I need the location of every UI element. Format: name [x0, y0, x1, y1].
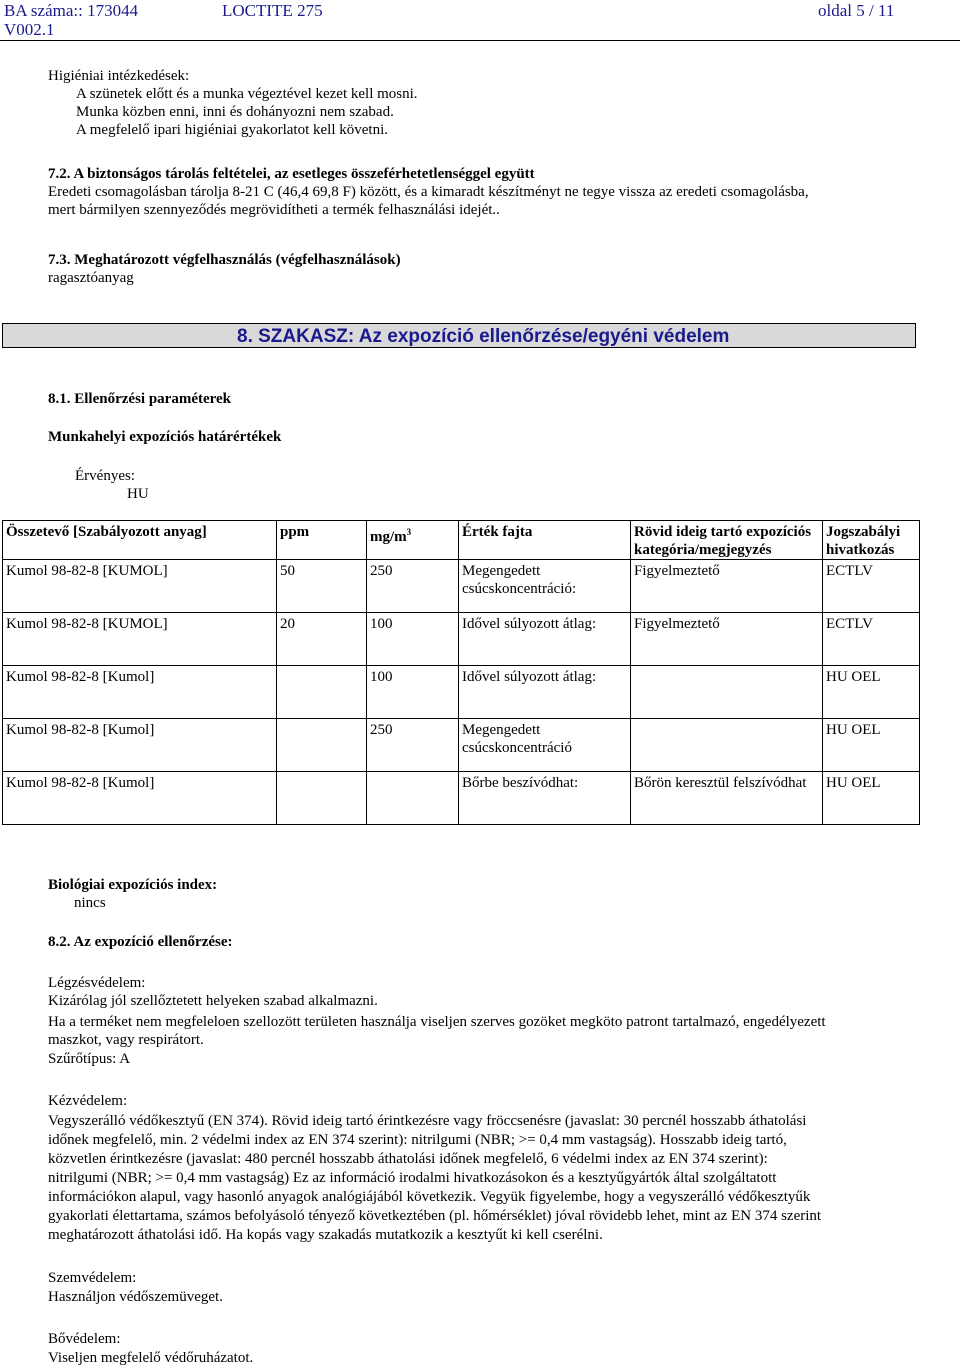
- column-header: [367, 521, 459, 560]
- section-7-2-heading: 7.2. A biztonságos tárolás feltételei, az esetleges összeférhetetlenséggel együtt: [48, 166, 535, 182]
- skin-protection-title: Bővédelem:: [48, 1331, 121, 1347]
- hand-protection-text: nitrilgumi (NBR; >= 0,4 mm vastagság) Ez az információ irodalmi hivatkozásokon és a kesztyűgyártók által szolgáltatott: [48, 1170, 777, 1186]
- bio-index-value: nincs: [74, 895, 106, 911]
- bio-index-heading: Biológiai expozíciós index:: [48, 877, 218, 893]
- header-rule: [0, 40, 960, 41]
- column-header: Érték fajta: [459, 521, 631, 560]
- hygiene-title: Higiéniai intézkedések:: [48, 68, 190, 84]
- hygiene-line: A szünetek előtt és a munka végeztével kezet kell mosni.: [76, 86, 418, 102]
- end-use-text: ragasztóanyag: [48, 270, 134, 286]
- section-8-title: 8. SZAKASZ: Az expozíció ellenőrzése/egyéni védelem: [237, 326, 730, 347]
- column-header: ppm: [277, 521, 367, 560]
- hand-protection-text: időnek megfelelő, min. 2 védelmi index az EN 374 szerint): nitrilgumi (NBR; >= 0,4 mm vastagság). Hosszabb ideig tartó,: [48, 1132, 787, 1148]
- eye-protection-title: Szemvédelem:: [48, 1270, 137, 1286]
- table-cell: Kumol 98-82-8 [KUMOL]: [3, 613, 277, 666]
- table-cell: Figyelmeztető: [631, 613, 823, 666]
- hygiene-line: Munka közben enni, inni és dohányozni nem szabad.: [76, 104, 394, 120]
- section-8-1-heading: 8.1. Ellenőrzési paraméterek: [48, 391, 232, 407]
- table-cell: 250: [367, 719, 459, 772]
- hand-protection-text: Vegyszerálló védőkesztyű (EN 374). Rövid ideig tartó érintkezésre vagy fröccsenésre (javaslat: 30 percnél hosszabb áthatolási: [48, 1113, 807, 1129]
- eye-protection-text: Használjon védőszemüveget.: [48, 1289, 223, 1305]
- table-cell: Figyelmeztető: [631, 560, 823, 613]
- table-cell: ECTLV: [823, 613, 920, 666]
- table-cell: Kumol 98-82-8 [Kumol]: [3, 772, 277, 825]
- hand-protection-text: meghatározott áthatolási idő. Ha kopás vagy szakadás mutatkozik a kesztyűt ki kell cserélni.: [48, 1227, 603, 1243]
- table-cell: [277, 719, 367, 772]
- table-cell: 250: [367, 560, 459, 613]
- respiratory-text: Kizárólag jól szellőztetett helyeken szabad alkalmazni.: [48, 993, 378, 1009]
- table-cell: Bőrön keresztül felszívódhat: [631, 772, 823, 825]
- valid-value: HU: [127, 486, 149, 502]
- table-header-row: [3, 521, 920, 560]
- table-cell: Kumol 98-82-8 [Kumol]: [3, 719, 277, 772]
- hand-protection-text: információkon alapul, vagy hasonló anyagok analógiájából következik. Vegyük figyelembe, hogy a vegyszerálló védőkesztyűk: [48, 1189, 811, 1205]
- table-cell: Kumol 98-82-8 [Kumol]: [3, 666, 277, 719]
- page-number: oldal 5 / 11: [818, 1, 895, 20]
- product-name: LOCTITE 275: [222, 1, 323, 20]
- respiratory-text: maszkot, vagy respirátort.: [48, 1032, 204, 1048]
- filter-type: Szűrőtípus: A: [48, 1051, 131, 1067]
- table-cell: ECTLV: [823, 560, 920, 613]
- table-cell: HU OEL: [823, 719, 920, 772]
- table-cell: 100: [367, 666, 459, 719]
- table-cell: [277, 666, 367, 719]
- column-header: Rövid ideig tartó expozíciós kategória/megjegyzés: [631, 521, 823, 560]
- section-8-banner: [2, 323, 916, 348]
- storage-text: Eredeti csomagolásban tárolja 8-21 C (46,4 69,8 F) között, és a kimaradt készítményt ne tegye vissza az eredeti csomagolásba,: [48, 184, 809, 200]
- section-8-2-heading: 8.2. Az expozíció ellenőrzése:: [48, 934, 233, 950]
- table-row: [3, 719, 920, 772]
- table-cell: Megengedett csúcskoncentráció: [459, 719, 631, 772]
- column-header-text: mg/m: [370, 529, 407, 545]
- valid-label: Érvényes:: [75, 468, 135, 484]
- exposure-limits-heading: Munkahelyi expozíciós határértékek: [48, 429, 282, 445]
- storage-text: mert bármilyen szennyeződés megrövidítheti a termék felhasználási idejét..: [48, 202, 500, 218]
- table-cell: [277, 772, 367, 825]
- table-cell: HU OEL: [823, 666, 920, 719]
- column-header: Összetevő [Szabályozott anyag]: [3, 521, 277, 560]
- superscript: 3: [406, 527, 412, 537]
- table-row: [3, 560, 920, 613]
- table-row: [3, 613, 920, 666]
- table-cell: Megengedett csúcskoncentráció:: [459, 560, 631, 613]
- table-cell: Idővel súlyozott átlag:: [459, 613, 631, 666]
- table-cell: 20: [277, 613, 367, 666]
- hand-protection-title: Kézvédelem:: [48, 1093, 128, 1109]
- table-row: [3, 772, 920, 825]
- table-row: [3, 666, 920, 719]
- table-cell: Bőrbe beszívódhat:: [459, 772, 631, 825]
- table-cell: Idővel súlyozott átlag:: [459, 666, 631, 719]
- table-cell: 50: [277, 560, 367, 613]
- column-header: Jogszabályi hivatkozás: [823, 521, 920, 560]
- table-cell: [631, 719, 823, 772]
- table-cell: [367, 772, 459, 825]
- section-7-3-heading: 7.3. Meghatározott végfelhasználás (végfelhasználások): [48, 252, 401, 268]
- hand-protection-text: közvetlen érintkezésre (javaslat: 480 percnél hosszabb áthatolási időnek megfelelő, 6 védelmi index az EN 374 szerint):: [48, 1151, 768, 1167]
- hand-protection-text: gyakorlati élettartama, számos befolyásoló tényező következtében (pl. hőmérséklet) jóval rövidebb lehet, mint az EN 374 szerint: [48, 1208, 822, 1224]
- exposure-limits-table: [2, 520, 920, 825]
- table-cell: HU OEL: [823, 772, 920, 825]
- table-cell: 100: [367, 613, 459, 666]
- respiratory-text: Ha a terméket nem megfeleloen szellozött területen használja viseljen szerves gozöket megköto patront tartalmazó, engedélyezett: [48, 1014, 826, 1030]
- table-cell: Kumol 98-82-8 [KUMOL]: [3, 560, 277, 613]
- doc-number: BA száma:: 173044: [4, 1, 139, 20]
- skin-protection-text: Viseljen megfelelő védőruházatot.: [48, 1350, 254, 1366]
- hygiene-line: A megfelelő ipari higiéniai gyakorlatot kell követni.: [76, 122, 388, 138]
- respiratory-title: Légzésvédelem:: [48, 975, 146, 991]
- version: V002.1: [4, 20, 55, 39]
- table-cell: [631, 666, 823, 719]
